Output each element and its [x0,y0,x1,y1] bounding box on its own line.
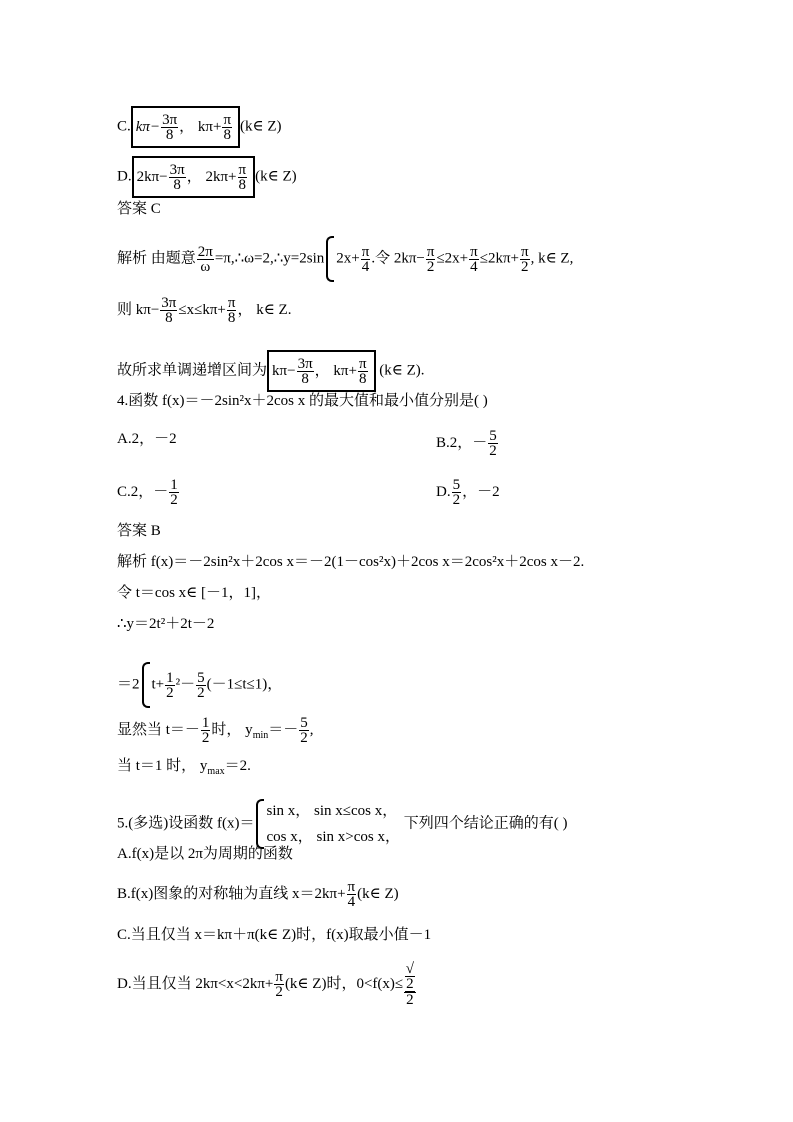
q5-option-c: C.当且仅当 x＝kπ＋π(k∈ Z)时，f(x)取最小值－1 [117,927,432,943]
num: 2π [197,243,213,260]
expr: (k∈ Z) [255,168,297,185]
expr: D. [436,483,451,500]
num: 1 [201,715,210,731]
expr: 显然当 t＝－ [117,721,200,738]
expr: B.2，－ [436,434,488,451]
num: 3π [169,162,185,179]
q4-analysis-line5 [117,716,314,745]
paren-left [326,236,334,282]
expr: 解析 由题意 [117,250,196,267]
num: π [520,243,529,260]
fraction [197,245,214,274]
case: sin x， sin x≤cos x， [266,803,398,819]
expr: =π,∴ω=2,∴y=2sin [214,250,325,267]
num: π [358,356,367,373]
q4-analysis-line3: ∴y＝2t²＋2t－2 [117,616,215,632]
num: 5 [197,669,205,686]
fraction [469,245,479,274]
fraction [358,357,368,386]
num: 5 [452,477,461,493]
num: π [238,162,247,179]
q5-option-b [117,880,399,909]
q4-analysis-line1: 解析 f(x)＝－2sin²x＋2cos x＝－2(1－cos²x)＋2cos x＝2cos²x＋2cos x－2. [117,554,585,570]
subscript: max [207,766,225,777]
fraction [404,962,416,1007]
expr: 2x+ [336,250,360,267]
expr: ＝2. [224,758,251,774]
option-label: D. [117,168,132,185]
expr: ＝－ [268,721,299,738]
expr: ， 2kπ+ [186,169,237,185]
expr: 2kπ− [136,169,168,185]
fraction [361,245,371,274]
expr: , [309,721,314,738]
num: 3π [162,112,178,129]
fraction [347,880,357,909]
q4-analysis-line6 [117,756,251,776]
den: 8 [358,371,367,388]
q4-analysis-line2: 令 t＝cos x∈ [－1，1]， [117,585,272,601]
expr: ²－ [175,676,196,693]
brace-left [256,799,264,849]
q5-stem [117,798,567,850]
den: 2 [197,684,205,701]
fraction [520,245,530,274]
expr: ≤x≤kπ+ [178,301,226,318]
q5-option-a: A.f(x)是以 2π为周期的函数 [117,846,293,862]
expr: ＝2 [117,676,140,693]
bracket-left [267,350,372,392]
q3-analysis-line2 [117,296,291,325]
expr: 故所求单调递增区间为 [117,362,268,379]
fraction [238,163,248,192]
expr: ， k∈ Z. [237,301,292,318]
num: 1 [170,477,178,493]
expr: ≤2x+ [436,250,469,267]
subscript: min [252,729,269,741]
num: 5 [300,715,308,731]
q4-option-b [436,429,499,458]
fraction [297,357,314,386]
fraction [165,671,175,700]
fraction [274,970,284,999]
fraction [452,478,462,507]
piecewise-cases [266,798,399,850]
expr: ，－2 [462,483,500,500]
den: ω [200,258,211,275]
expr: kπ− [272,363,296,379]
expr: (k∈ Z)时，0<f(x)≤ [284,975,404,992]
den: 8 [165,127,174,144]
den: 2 [170,492,178,508]
fraction [160,296,177,325]
bracket-left [131,106,236,148]
fraction [426,245,436,274]
radicand: 2 [406,976,414,992]
num: π [347,879,356,895]
expr: (－1≤t≤1)， [206,676,283,693]
den: 4 [361,258,370,275]
num: π [223,112,232,129]
den: 8 [238,177,247,194]
option-label: C. [117,118,131,135]
q3-option-c [117,106,282,148]
den: 2 [521,258,529,275]
q3-analysis-line1 [117,236,573,282]
den: 2 [201,730,210,746]
expr: (k∈ Z) [357,885,399,902]
q3-answer: 答案 C [117,201,161,217]
num: 3π [297,356,313,373]
den: 2 [275,984,283,1000]
expr: 下列四个结论正确的有( ) [399,815,568,832]
den: 8 [223,127,231,144]
fraction [169,478,179,507]
expr: .令 2kπ− [371,250,425,267]
paren-left [142,662,150,708]
bracket-left [132,156,252,198]
num: π [275,969,283,985]
den: 2 [166,684,174,701]
expr: B.f(x)图象的对称轴为直线 x＝2kπ+ [117,885,346,902]
num: 3π [161,295,177,311]
q5-option-d [117,962,417,1007]
fraction [488,429,498,458]
expr: (k∈ Z) [240,118,282,135]
num: 1 [166,669,174,686]
q4-option-c [117,478,180,507]
fraction [196,671,206,700]
den: 2 [489,443,497,459]
num: √ 2 [405,961,414,992]
q3-option-d [117,156,297,198]
q3-analysis-line3 [117,350,425,392]
den: 2 [406,992,414,1008]
num: π [227,295,236,311]
expr: D.当且仅当 2kπ<x<2kπ+ [117,975,274,992]
fraction [227,296,237,325]
expr: C.2，－ [117,483,169,500]
fraction [299,716,309,745]
fraction [161,113,178,142]
expr: ≤2kπ+ [479,250,519,267]
num: π [426,243,435,260]
expr: (k∈ Z). [375,362,425,379]
den: 4 [347,894,356,910]
num: 5 [489,428,497,444]
expr: ， kπ+ [179,119,222,135]
den: 2 [452,492,461,508]
den: 2 [300,730,308,746]
expr: ， kπ+ [314,363,357,379]
expr: kπ− [135,119,161,135]
q4-option-a: A.2，－2 [117,431,177,447]
den: 8 [301,371,309,388]
den: 8 [173,177,181,194]
den: 2 [426,258,435,275]
expr: 则 kπ− [117,301,160,318]
expr: 5.(多选)设函数 f(x)＝ [117,815,255,832]
fraction [169,163,186,192]
expr: , k∈ Z, [530,250,574,267]
expr: 当 t＝1 时， y [117,758,208,774]
num: π [470,243,478,260]
den: 8 [227,310,236,326]
den: 8 [165,310,173,326]
fraction [222,113,232,142]
case: cos x， sin x>cos x， [266,829,400,845]
q4-stem: 4.函数 f(x)＝－2sin²x＋2cos x 的最大值和最小值分别是( ) [117,393,488,409]
expr: t+ [151,676,165,693]
expr: 时， y [211,721,253,738]
fraction [201,716,211,745]
den: 4 [470,258,478,275]
q4-analysis-line4 [117,662,282,708]
q4-answer: 答案 B [117,523,161,539]
num: π [361,243,370,260]
q4-option-d [436,478,500,507]
